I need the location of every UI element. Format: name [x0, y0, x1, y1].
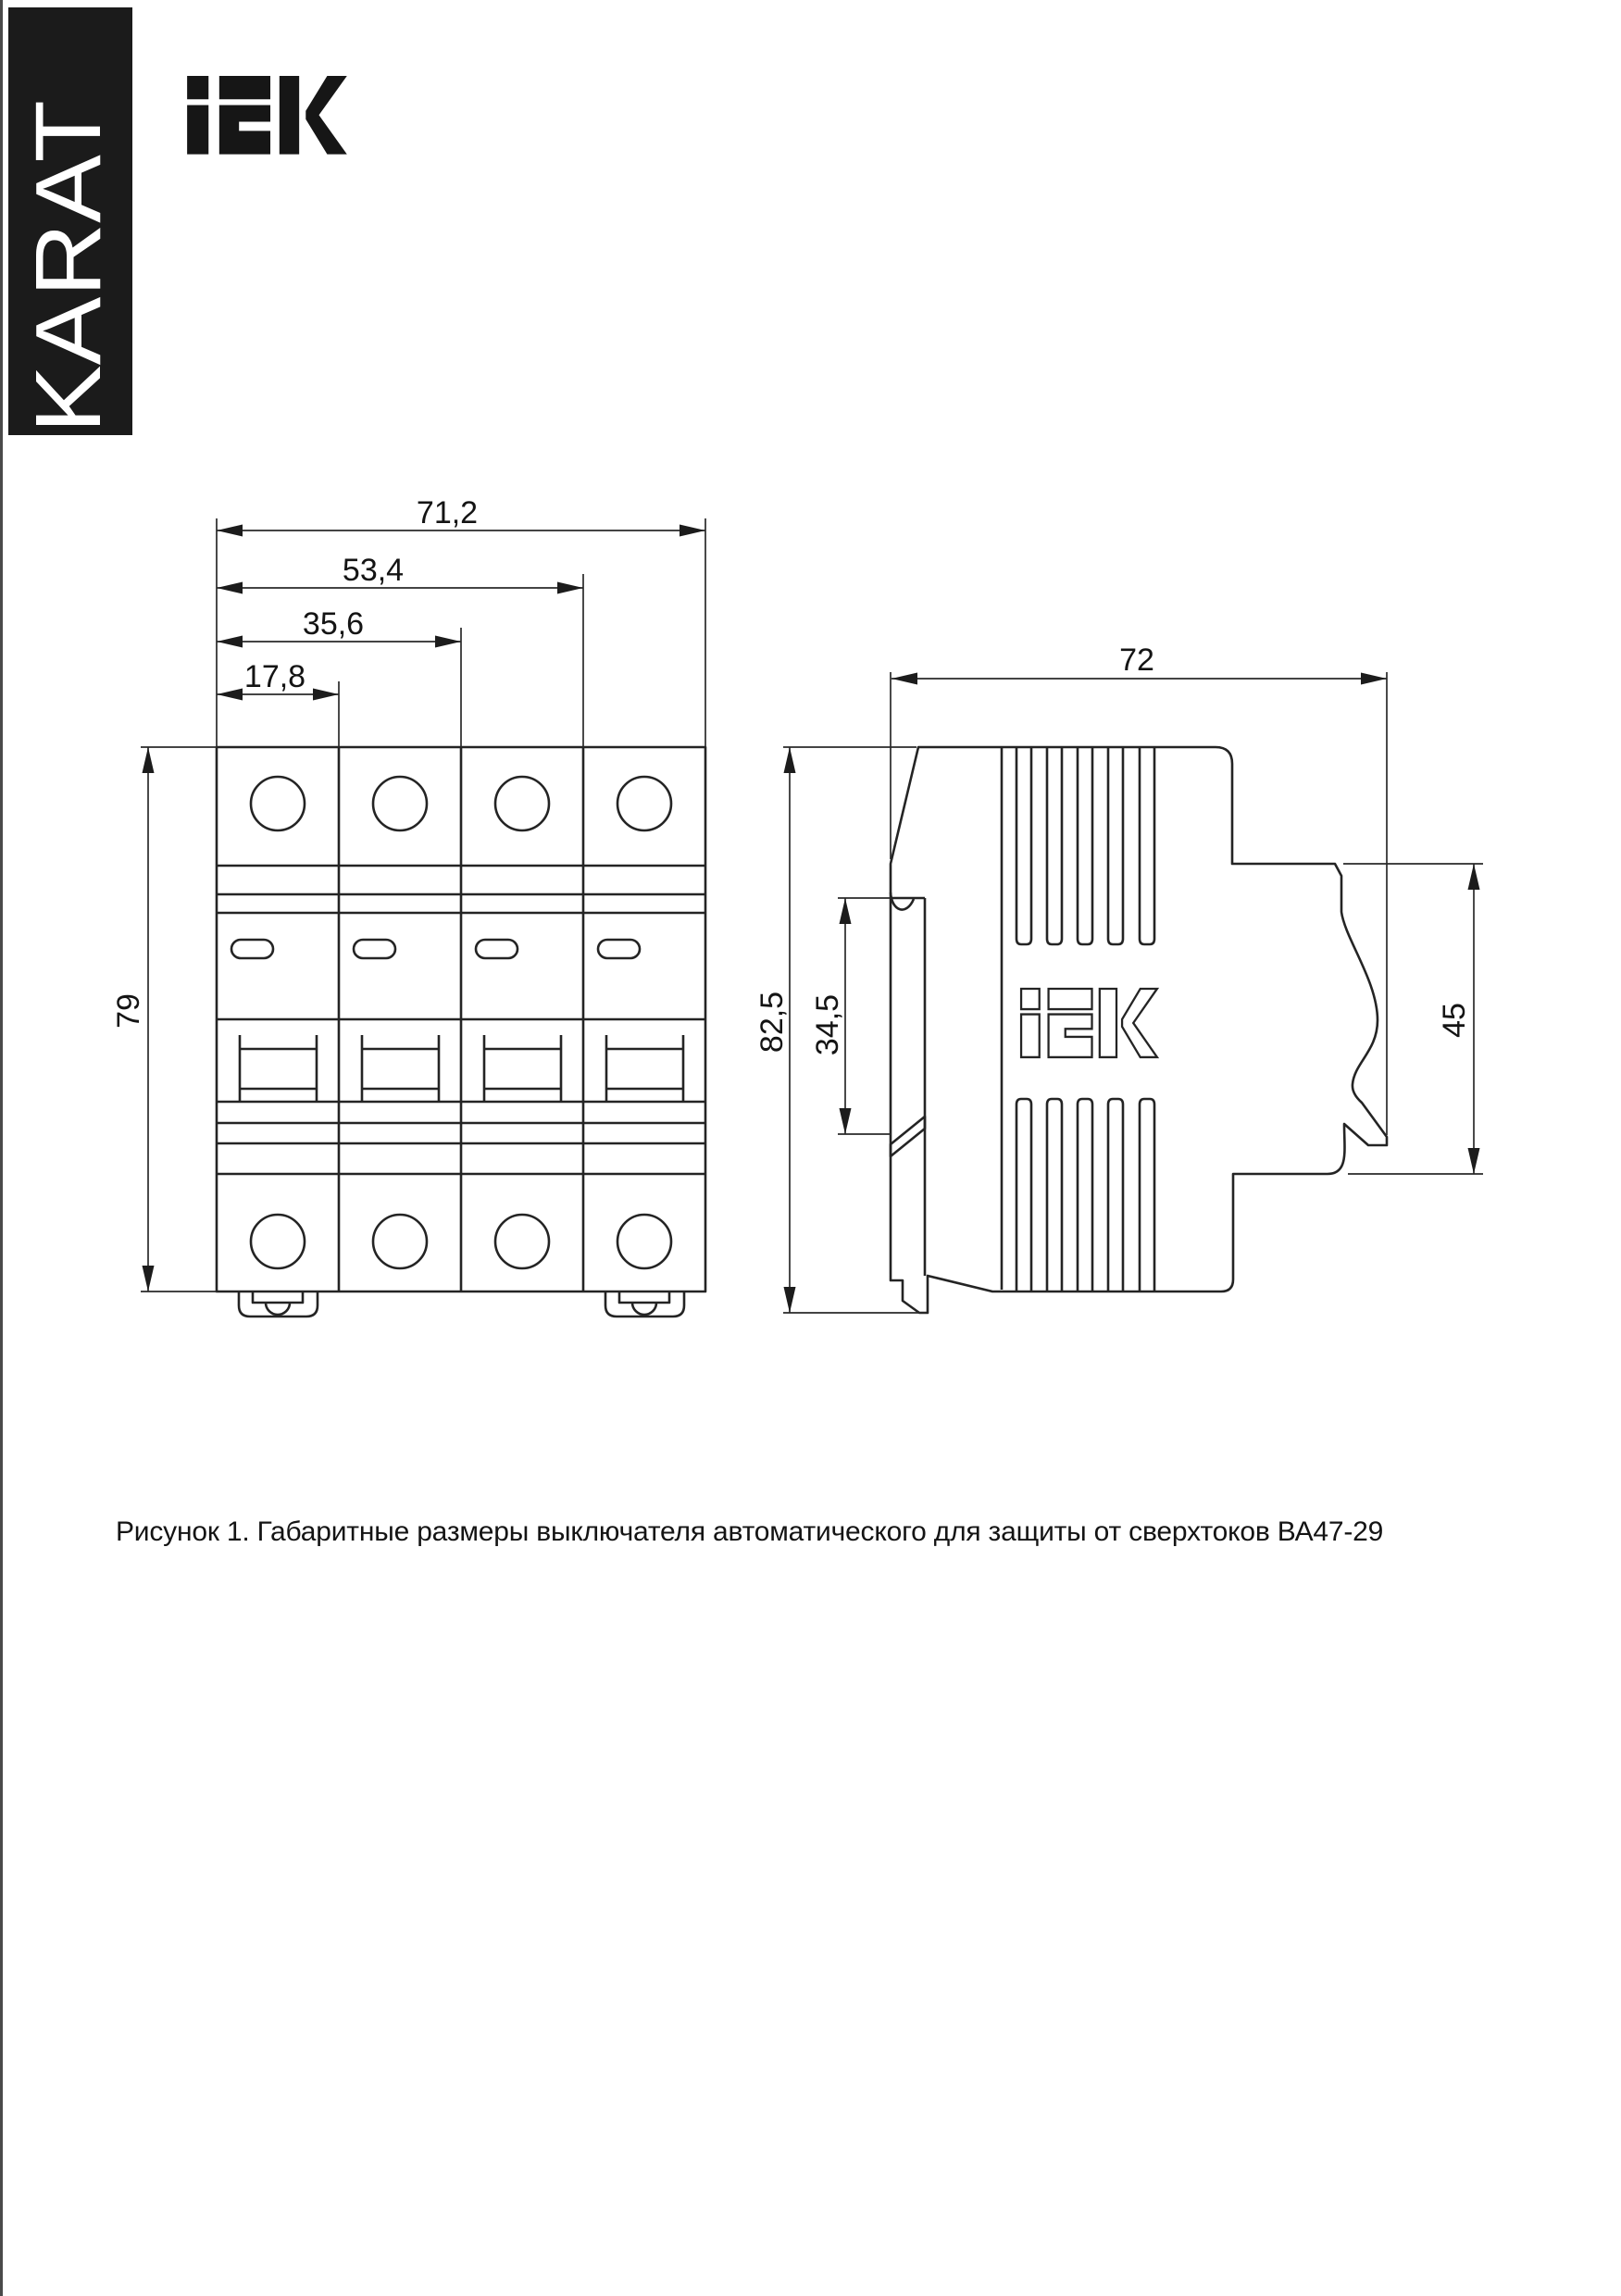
terminal-screw: [373, 1215, 427, 1268]
dim-side-depth: [892, 643, 1387, 685]
din-clip-tooth: [891, 1117, 925, 1156]
iek-logo-icon: [187, 76, 347, 155]
side-ribs-lower: [1016, 1099, 1154, 1292]
front-view: [217, 747, 705, 1316]
dim-front-total-width: [217, 495, 705, 537]
terminal-screw: [495, 777, 549, 830]
label-slot: [476, 940, 517, 958]
din-clip: [239, 1292, 318, 1316]
dim-front-width-one-pole: [217, 659, 339, 701]
dim-side-front-face: [1437, 864, 1480, 1174]
sidebar-title: KARAT: [17, 131, 120, 433]
dim-label: 53,4: [342, 553, 405, 588]
dim-label: 34,5: [810, 993, 845, 1056]
label-slot: [354, 940, 395, 958]
dim-label: 79: [111, 993, 146, 1029]
figure-caption: Рисунок 1. Габаритные размеры выключателя автоматического для защиты от сверхтоков ВА47-29: [116, 1516, 1384, 1547]
extension-lines: [783, 672, 1483, 1313]
karat-sidebar: [8, 7, 132, 435]
dim-side-total-height: [754, 747, 796, 1313]
din-clip: [605, 1292, 684, 1316]
toggle-handle: [240, 1035, 317, 1102]
dim-label: 45: [1437, 1003, 1472, 1038]
extension-lines: [141, 518, 705, 1292]
terminal-screw: [617, 777, 671, 830]
toggle-handle: [362, 1035, 439, 1102]
side-dimensions: [754, 643, 1483, 1313]
dim-label: 35,6: [302, 606, 365, 642]
toggle-handle: [606, 1035, 683, 1102]
dim-front-width-two-poles: [217, 606, 461, 648]
dim-label: 72: [1119, 643, 1154, 678]
label-slot: [231, 940, 273, 958]
dim-side-din-channel: [810, 898, 852, 1134]
page-edge-line: [0, 0, 3, 2296]
side-view: [891, 747, 1387, 1313]
dim-front-height: [111, 747, 155, 1292]
dim-label: 82,5: [754, 991, 790, 1054]
terminal-screw: [251, 1215, 305, 1268]
iek-logo-embossed-icon: [1021, 989, 1157, 1057]
dim-front-width-three-poles: [217, 553, 583, 594]
terminal-screw: [495, 1215, 549, 1268]
side-ribs-upper: [1016, 747, 1154, 944]
terminal-screw: [617, 1215, 671, 1268]
terminal-screw: [251, 777, 305, 830]
dim-label: 71,2: [416, 495, 479, 530]
toggle-handle: [484, 1035, 561, 1102]
terminal-screw: [373, 777, 427, 830]
label-slot: [598, 940, 640, 958]
din-channel-hook: [891, 892, 914, 910]
dim-label: 17,8: [243, 659, 306, 694]
